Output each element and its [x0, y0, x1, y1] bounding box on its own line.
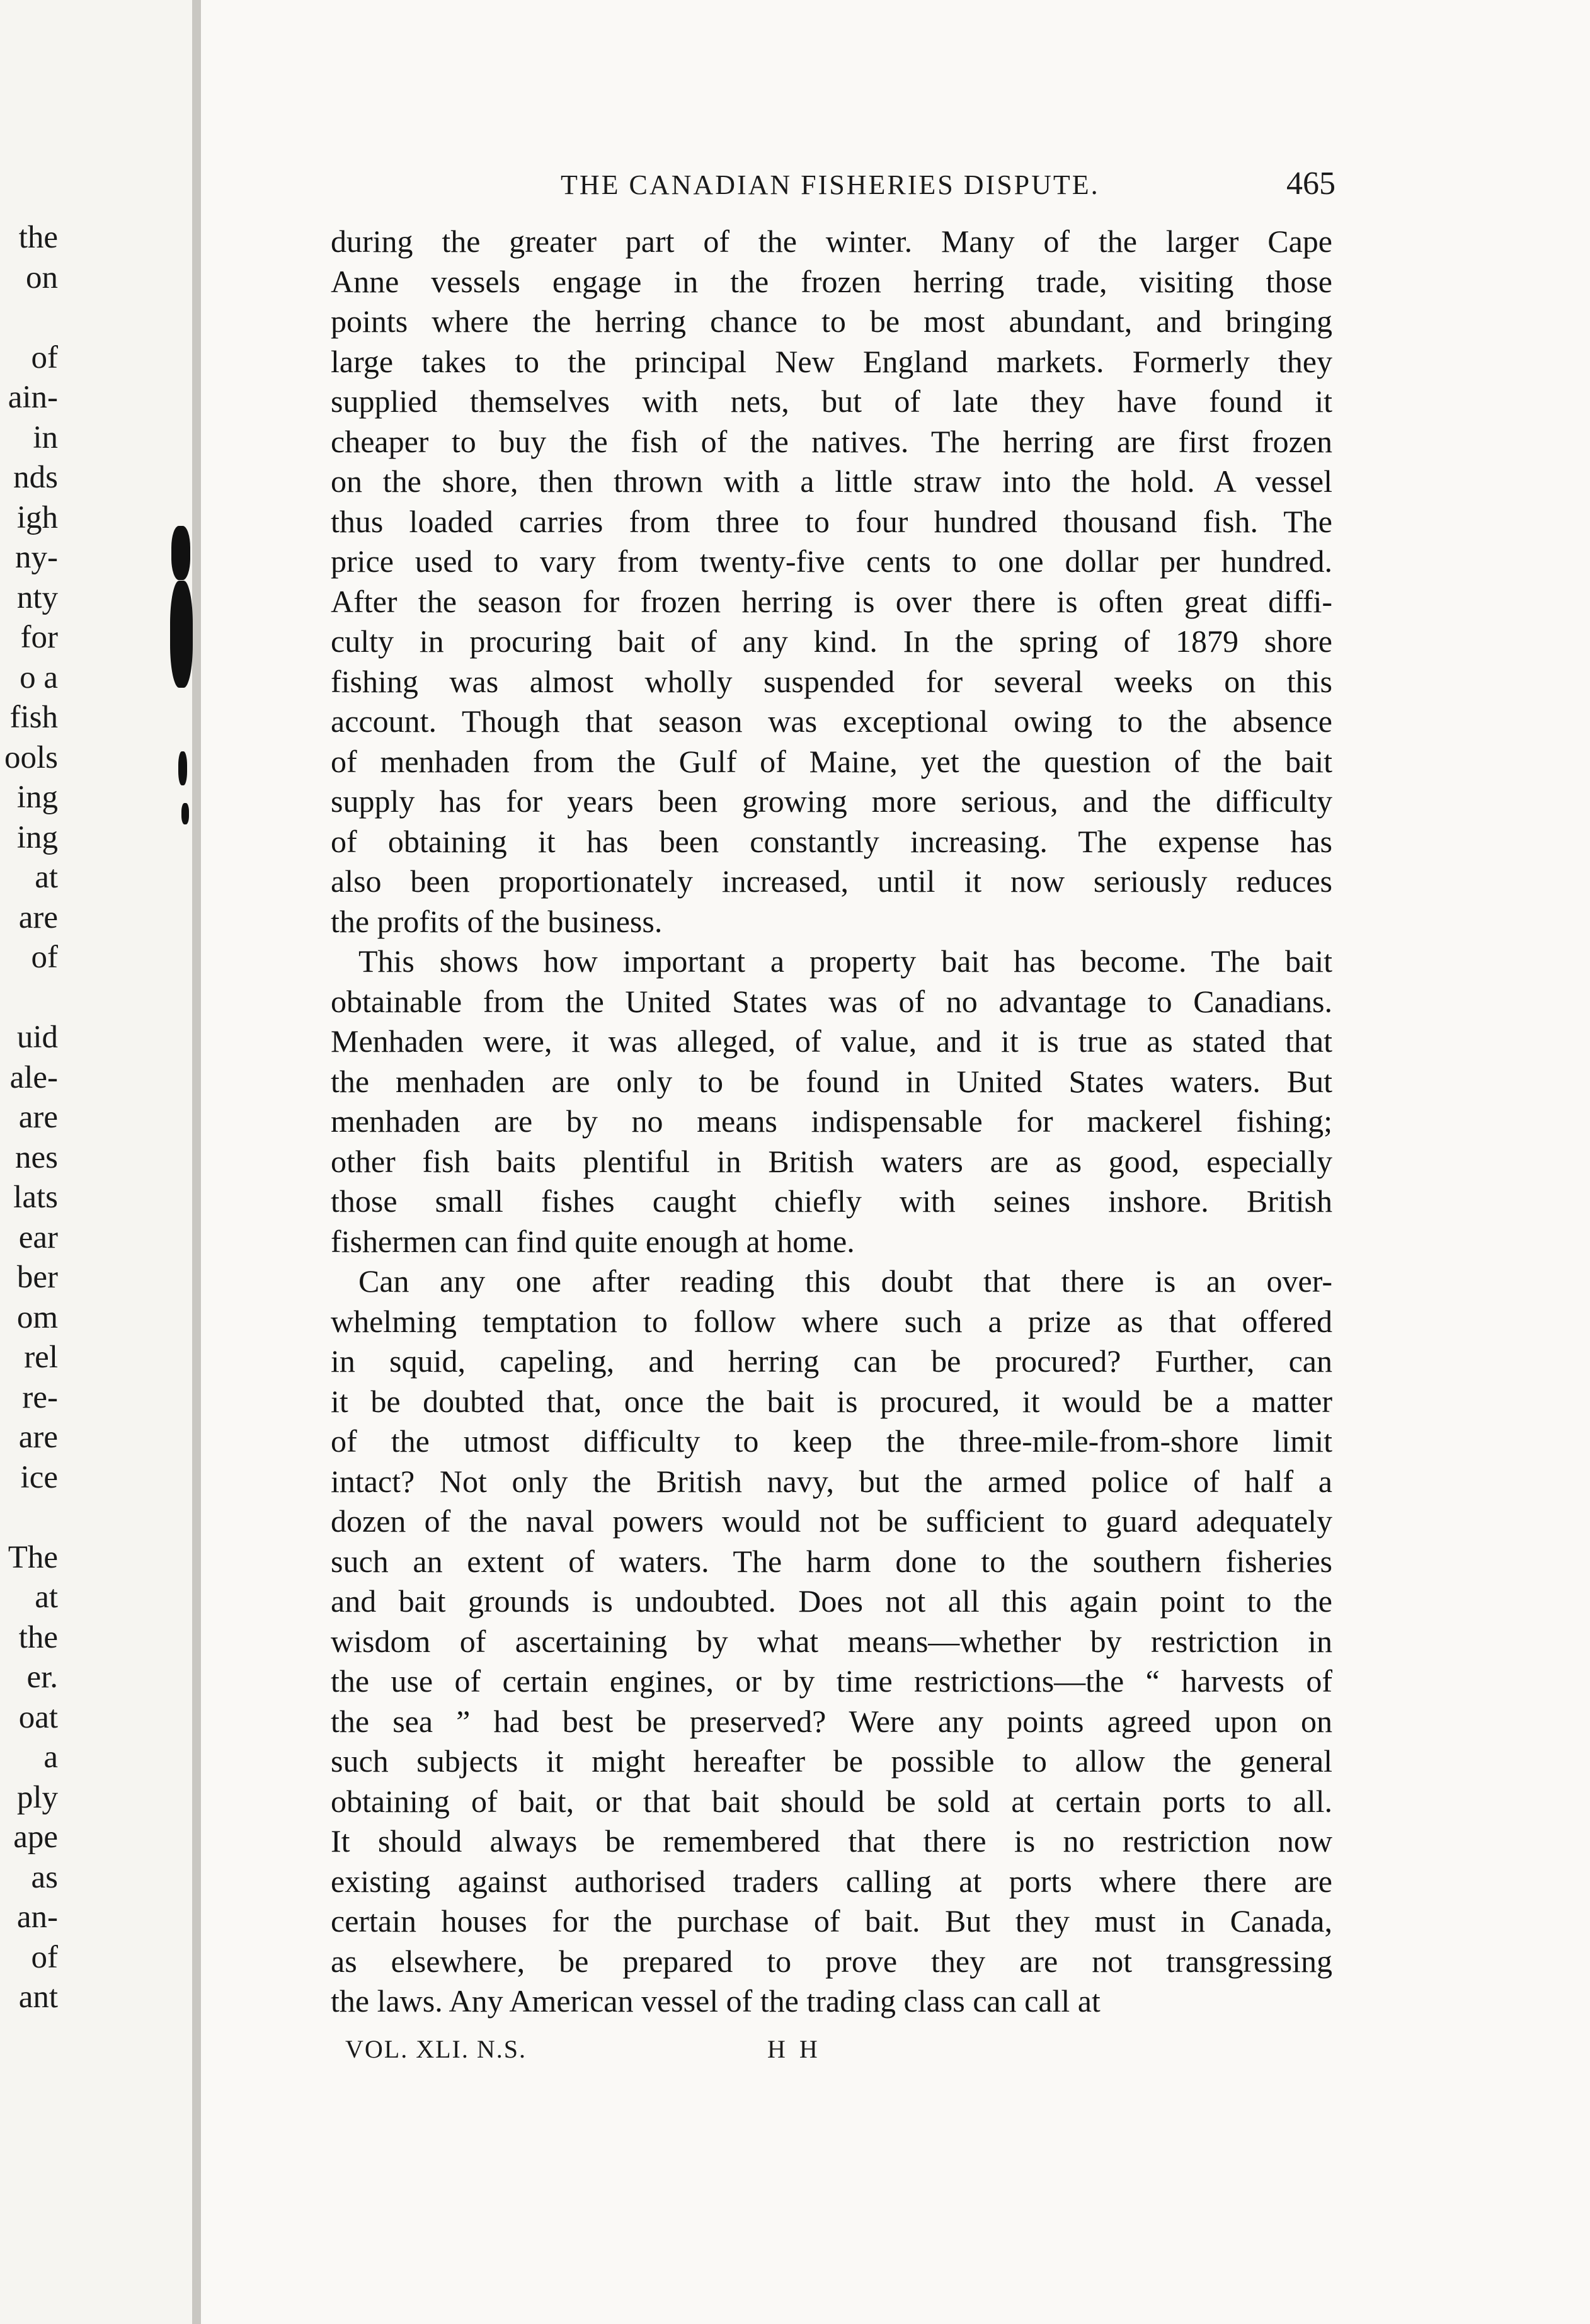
text-line: whelming temptation to follow where such a prize as that offered — [331, 1303, 1332, 1339]
text-line: culty in procuring bait of any kind. In the spring of 1879 shore — [331, 624, 1332, 659]
text-line: also been proportionately increased, until it now seriously reduces — [331, 863, 1332, 899]
facing-page-word: om — [16, 1299, 58, 1335]
facing-page-word: o a — [20, 659, 58, 695]
text-line: points where the herring chance to be most abundant, and bringing — [331, 304, 1332, 339]
facing-page-word: ber — [16, 1260, 58, 1295]
ink-blot — [181, 803, 189, 824]
text-line: intact? Not only the British navy, but the armed police of half a — [331, 1463, 1332, 1499]
facing-page-word: ale- — [9, 1059, 58, 1095]
facing-page-word: ear — [18, 1219, 58, 1255]
facing-page-word: The — [8, 1539, 58, 1575]
facing-page-word: for — [20, 620, 58, 655]
page-number: 465 — [1286, 166, 1335, 202]
text-line: on the shore, then thrown with a little straw into the hold. A vessel — [331, 464, 1332, 499]
text-line: price used to vary from twenty-five cents to one dollar per hundred. — [331, 544, 1332, 579]
facing-page-word: ain- — [8, 380, 58, 415]
text-line: such an extent of waters. The harm done to the southern fisheries — [331, 1543, 1332, 1579]
text-line: fishermen can find quite enough at home. — [331, 1223, 855, 1259]
text-line: After the season for frozen herring is over there is often great diffi- — [331, 583, 1332, 619]
facing-page-word: are — [18, 1420, 58, 1455]
facing-page-word: ape — [13, 1820, 58, 1855]
facing-page-word: re- — [22, 1379, 58, 1415]
facing-page-word: lats — [13, 1180, 58, 1215]
text-line: account. Though that season was exceptional owing to the absence — [331, 703, 1332, 739]
facing-page-word: at — [35, 860, 58, 895]
text-line: during the greater part of the winter. Many of the larger Cape — [331, 224, 1332, 259]
facing-page-word: ny- — [15, 540, 58, 575]
text-line: of the utmost difficulty to keep the three-mile-from-shore limit — [331, 1423, 1332, 1459]
ink-blot — [171, 526, 190, 580]
facing-page-word: ing — [16, 819, 58, 855]
text-line: such subjects it might hereafter be possible to allow the general — [331, 1743, 1332, 1779]
facing-page-word: nds — [13, 460, 58, 495]
ink-blot — [170, 581, 193, 688]
text-line: dozen of the naval powers would not be sufficient to guard adequately — [331, 1503, 1332, 1539]
facing-page-word: on — [26, 259, 58, 295]
text-line: the menhaden are only to be found in United States waters. But — [331, 1063, 1332, 1099]
facing-page-word: oat — [18, 1699, 58, 1735]
text-line: the profits of the business. — [331, 903, 663, 939]
footer-volume: VOL. XLI. N.S. — [345, 2035, 527, 2063]
text-line: supplied themselves with nets, but of late they have found it — [331, 384, 1332, 419]
text-line: certain houses for the purchase of bait. But they must in Canada, — [331, 1903, 1332, 1939]
facing-page-word: ice — [20, 1459, 58, 1495]
facing-page-word: at — [35, 1580, 58, 1615]
facing-page-word: ools — [4, 739, 58, 775]
text-line: obtainable from the United States was of no advantage to Canadians. — [331, 983, 1332, 1019]
facing-page-word: of — [31, 1939, 58, 1975]
text-line: This shows how important a property bait has become. The bait — [358, 943, 1332, 979]
text-line: Can any one after reading this doubt that there is an over- — [358, 1263, 1332, 1299]
text-line: of obtaining it has been constantly increasing. The expense has — [331, 823, 1332, 859]
facing-page-word: are — [18, 1100, 58, 1135]
facing-page-word: of — [31, 339, 58, 375]
text-line: It should always be remembered that there is no restriction now — [331, 1823, 1332, 1859]
text-line: large takes to the principal New England markets. Formerly they — [331, 343, 1332, 379]
facing-page-word: are — [18, 899, 58, 935]
facing-page-word: the — [18, 220, 58, 255]
facing-page-word: nty — [16, 579, 58, 615]
text-line: it be doubted that, once the bait is procured, it would be a matter — [331, 1383, 1332, 1419]
text-line: supply has for years been growing more serious, and the difficulty — [331, 783, 1332, 819]
text-line: cheaper to buy the fish of the natives. The herring are first frozen — [331, 423, 1332, 459]
text-line: thus loaded carries from three to four hundred thousand fish. The — [331, 503, 1332, 539]
facing-page-word: the — [18, 1619, 58, 1655]
text-line: the use of certain engines, or by time restrictions—the “ harvests of — [331, 1663, 1332, 1699]
facing-page-word: igh — [16, 499, 58, 535]
text-line: and bait grounds is undoubted. Does not all this again point to the — [331, 1583, 1332, 1619]
facing-page-word: a — [43, 1740, 58, 1775]
text-line: fishing was almost wholly suspended for several weeks on this — [331, 663, 1332, 699]
ink-blot — [178, 751, 187, 785]
facing-page-word: fish — [9, 700, 58, 735]
text-line: other fish baits plentiful in British waters are as good, especially — [331, 1143, 1332, 1179]
text-line: the sea ” had best be preserved? Were any points agreed upon on — [331, 1703, 1332, 1739]
text-line: Menhaden were, it was alleged, of value, and it is true as stated that — [331, 1023, 1332, 1059]
facing-page-word: ing — [16, 780, 58, 815]
facing-page-word: rel — [24, 1340, 58, 1375]
footer-signature: H H — [767, 2035, 821, 2063]
facing-page-word: as — [31, 1859, 58, 1895]
text-line: the laws. Any American vessel of the trading class can call at — [331, 1983, 1101, 2019]
text-line: as elsewhere, be prepared to prove they are not transgressing — [331, 1943, 1332, 1979]
facing-page-word: ply — [16, 1779, 58, 1815]
text-line: existing against authorised traders calling at ports where there are — [331, 1863, 1332, 1899]
text-line: menhaden are by no means indispensable for mackerel fishing; — [331, 1103, 1332, 1139]
text-line: obtaining of bait, or that bait should be sold at certain ports to all. — [331, 1783, 1332, 1819]
binding-gutter — [192, 0, 201, 2324]
facing-page-word: nes — [15, 1139, 58, 1175]
text-line: in squid, capeling, and herring can be procured? Further, can — [331, 1343, 1332, 1379]
text-line: wisdom of ascertaining by what means—whether by restriction in — [331, 1623, 1332, 1659]
facing-page-word: in — [33, 419, 58, 455]
text-line: of menhaden from the Gulf of Maine, yet the question of the bait — [331, 743, 1332, 779]
facing-page-word: uid — [16, 1020, 58, 1055]
facing-page-word: er. — [26, 1660, 58, 1695]
text-line: those small fishes caught chiefly with seines inshore. British — [331, 1183, 1332, 1219]
facing-page-word: ant — [18, 1979, 58, 2015]
facing-page-word: of — [31, 940, 58, 975]
body-text — [331, 222, 1332, 2022]
facing-page-word: an- — [16, 1900, 58, 1935]
text-line: Anne vessels engage in the frozen herring trade, visiting those — [331, 263, 1332, 299]
running-head: THE CANADIAN FISHERIES DISPUTE. — [561, 169, 1100, 200]
